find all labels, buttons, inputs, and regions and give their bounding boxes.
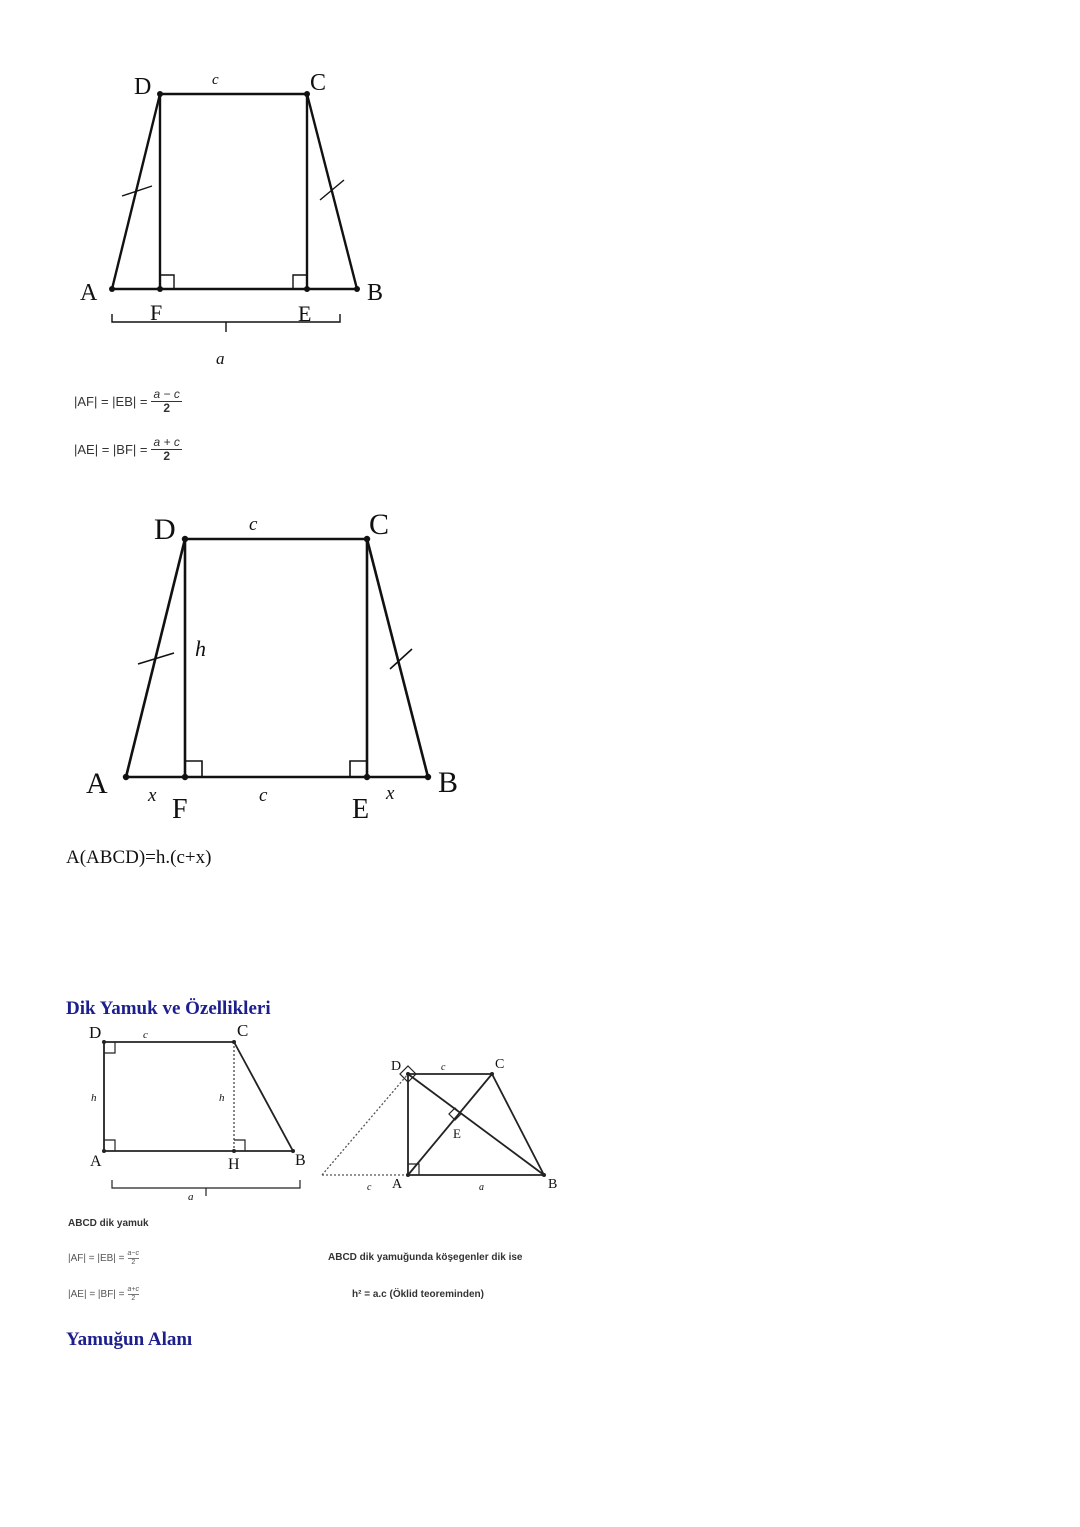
left-height-label: h — [91, 1092, 97, 1104]
right-trapezoid-figure — [0, 1010, 330, 1203]
top-base-label: c — [441, 1062, 446, 1073]
vertex-a-label: A — [80, 280, 98, 306]
vertex-d-label: D — [89, 1023, 102, 1042]
point-f-label: F — [150, 300, 163, 325]
top-base-label: c — [212, 72, 219, 88]
vertex-d-label: D — [391, 1059, 402, 1074]
extension-label: c — [367, 1182, 372, 1193]
bottom-base-label: a — [188, 1191, 194, 1203]
point-e-label: E — [453, 1126, 461, 1141]
formula-af-eb: |AF| = |EB| = $\frac{a - c}{2}$ — [74, 387, 180, 415]
vertex-b-label: B — [548, 1177, 558, 1192]
area-formula: A(ABCD)=h.(c+x) — [66, 847, 212, 868]
right-formula-ae-bf: |AE| = |BF| = $\frac{a+c}{2}$ — [68, 1286, 140, 1302]
point-e-label: E — [352, 794, 370, 825]
vertex-b-label: B — [295, 1152, 306, 1169]
point-f-label: F — [172, 794, 188, 825]
vertex-d-label: D — [134, 74, 152, 100]
euclid-theorem-result: h² = a.c (Öklid teoreminden) — [352, 1289, 484, 1300]
vertex-c-label: C — [237, 1021, 249, 1040]
top-base-label: c — [143, 1029, 148, 1041]
right-height-label: h — [219, 1092, 225, 1104]
vertex-b-label: B — [438, 766, 459, 799]
vertex-c-label: C — [310, 70, 327, 96]
point-h-label: H — [228, 1156, 240, 1173]
perpendicular-diagonals-figure — [300, 1040, 590, 1200]
right-trapezoid-caption: ABCD dik yamuk — [68, 1218, 149, 1229]
middle-segment-label: c — [259, 785, 268, 806]
vertex-c-label: C — [369, 508, 390, 541]
point-e-label: E — [298, 301, 312, 326]
right-formula-af-eb: |AF| = |EB| = $\frac{a-c}{2}$ — [68, 1250, 140, 1266]
bottom-base-label: a — [479, 1182, 484, 1193]
vertex-b-label: B — [367, 280, 384, 306]
formula-ae-bf: |AE| = |BF| = $\frac{a + c}{2}$ — [74, 435, 180, 463]
section-title: Dik Yamuk ve Özellikleri — [66, 998, 271, 1019]
vertex-d-label: D — [154, 513, 176, 546]
x-right-label: x — [386, 783, 395, 804]
x-left-label: x — [148, 785, 157, 806]
perpendicular-diagonals-caption: ABCD dik yamuğunda köşegenler dik ise — [328, 1252, 523, 1263]
vertex-c-label: C — [495, 1057, 505, 1072]
height-label: h — [195, 636, 206, 661]
area-section-title: Yamuğun Alanı — [66, 1329, 193, 1350]
vertex-a-label: A — [90, 1153, 102, 1170]
top-base-label: c — [249, 514, 258, 535]
vertex-a-label: A — [86, 767, 108, 800]
trapezoid-height-figure — [0, 490, 560, 830]
vertex-a-label: A — [392, 1177, 403, 1192]
bottom-base-label: a — [216, 349, 225, 368]
